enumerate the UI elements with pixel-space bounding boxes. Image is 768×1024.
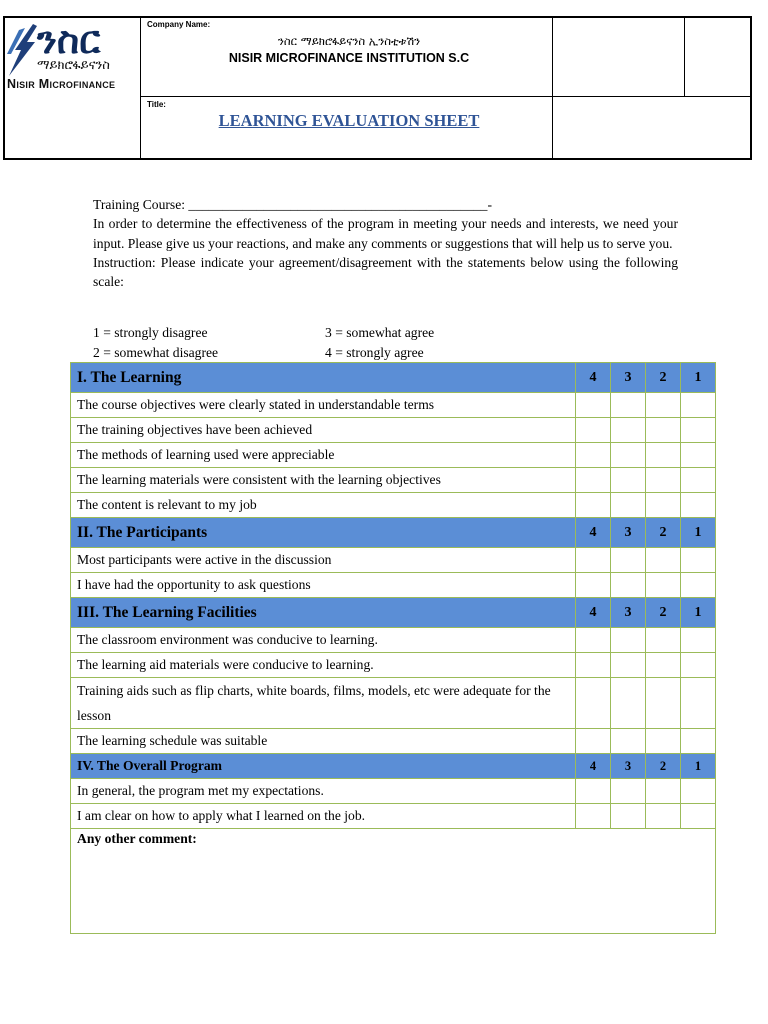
rating-cell-1[interactable]: [681, 493, 716, 518]
section-header: [71, 598, 716, 628]
score-header: 2: [646, 754, 681, 779]
score-header: 2: [646, 363, 681, 393]
rating-cell-2[interactable]: [646, 443, 681, 468]
statement: The course objectives were clearly stated in understandable terms: [71, 393, 576, 418]
section-title: I. The Learning: [71, 363, 576, 393]
statement: Most participants were active in the discussion: [71, 548, 576, 573]
score-header: 2: [646, 598, 681, 628]
statement: Training aids such as flip charts, white boards, films, models, etc were adequate for the lesson: [71, 678, 576, 729]
rating-cell-2[interactable]: [646, 393, 681, 418]
rating-cell-1[interactable]: [681, 393, 716, 418]
rating-cell-4[interactable]: [576, 418, 611, 443]
rating-cell-3[interactable]: [611, 493, 646, 518]
table-row: [71, 418, 716, 443]
logo-english: Nisir Microfinance: [7, 77, 116, 91]
rating-cell-1[interactable]: [681, 653, 716, 678]
title-label: Title:: [147, 100, 166, 109]
rating-scale: [93, 323, 434, 363]
statement: The learning aid materials were conducive to learning.: [71, 653, 576, 678]
rating-cell-1[interactable]: [681, 678, 716, 729]
table-row: [71, 779, 716, 804]
rating-cell-1[interactable]: [681, 573, 716, 598]
statement: The learning schedule was suitable: [71, 729, 576, 754]
table-row: [71, 468, 716, 493]
rating-cell-3[interactable]: [611, 729, 646, 754]
rating-cell-4[interactable]: [576, 804, 611, 829]
score-header: 4: [576, 518, 611, 548]
score-header: 4: [576, 754, 611, 779]
section-title: IV. The Overall Program: [71, 754, 576, 779]
company-name-label: Company Name:: [147, 20, 211, 29]
training-course-line: Training Course: ____________________________________________-: [93, 197, 493, 212]
divider: [684, 18, 685, 96]
rating-cell-4[interactable]: [576, 548, 611, 573]
rating-cell-2[interactable]: [646, 779, 681, 804]
table-row: [71, 653, 716, 678]
score-header: 3: [611, 598, 646, 628]
rating-cell-3[interactable]: [611, 678, 646, 729]
rating-cell-2[interactable]: [646, 468, 681, 493]
section-title: III. The Learning Facilities: [71, 598, 576, 628]
intro-paragraph: In order to determine the effectiveness of the program in meeting your needs and interests, we need your input. Please give us your reactions, and make any comments or suggestions that will help us to serve you.: [93, 216, 678, 251]
rating-cell-1[interactable]: [681, 729, 716, 754]
rating-cell-3[interactable]: [611, 548, 646, 573]
instruction-text: Instruction: Please indicate your agreement/disagreement with the statements below using the following scale:: [93, 254, 678, 290]
score-header: 4: [576, 363, 611, 393]
section-header: [71, 754, 716, 779]
section-header: [71, 518, 716, 548]
table-row: [71, 393, 716, 418]
document-header: [3, 16, 752, 160]
rating-cell-3[interactable]: [611, 573, 646, 598]
company-name-english: NISIR MICROFINANCE INSTITUTION S.C: [228, 51, 470, 65]
section-title: II. The Participants: [71, 518, 576, 548]
comment-label: Any other comment:: [77, 831, 197, 846]
rating-cell-1[interactable]: [681, 468, 716, 493]
statement: The methods of learning used were appreciable: [71, 443, 576, 468]
comment-row: [71, 829, 716, 934]
table-row: [71, 493, 716, 518]
rating-cell-2[interactable]: [646, 548, 681, 573]
statement: The classroom environment was conducive to learning.: [71, 628, 576, 653]
rating-cell-4[interactable]: [576, 493, 611, 518]
wing-icon: [5, 20, 39, 80]
company-name-amharic: ንስር ማይክሮፋይናንስ ኢንስቲቱሽን: [277, 34, 421, 48]
rating-cell-4[interactable]: [576, 779, 611, 804]
score-header: 1: [681, 518, 716, 548]
section-header: [71, 363, 716, 393]
rating-cell-3[interactable]: [611, 653, 646, 678]
statement: The training objectives have been achieved: [71, 418, 576, 443]
scale-item: 4 = strongly agree: [325, 345, 424, 360]
rating-cell-4[interactable]: [576, 729, 611, 754]
table-row: [71, 628, 716, 653]
rating-cell-3[interactable]: [611, 418, 646, 443]
rating-cell-4[interactable]: [576, 628, 611, 653]
divider: [140, 96, 750, 97]
logo-amharic-big: ንስር: [37, 18, 101, 62]
rating-cell-3[interactable]: [611, 628, 646, 653]
rating-cell-3[interactable]: [611, 443, 646, 468]
table-row: [71, 548, 716, 573]
scale-item: 1 = strongly disagree: [93, 325, 208, 340]
rating-cell-2[interactable]: [646, 418, 681, 443]
score-header: 2: [646, 518, 681, 548]
intro-section: [93, 195, 678, 291]
rating-cell-1[interactable]: [681, 804, 716, 829]
scale-item: 3 = somewhat agree: [325, 325, 435, 340]
statement: The learning materials were consistent with the learning objectives: [71, 468, 576, 493]
evaluation-table: [70, 362, 716, 934]
score-header: 4: [576, 598, 611, 628]
score-header: 3: [611, 363, 646, 393]
score-header: 1: [681, 754, 716, 779]
statement: I am clear on how to apply what I learned on the job.: [71, 804, 576, 829]
rating-cell-4[interactable]: [576, 678, 611, 729]
rating-cell-4[interactable]: [576, 573, 611, 598]
rating-cell-3[interactable]: [611, 779, 646, 804]
comment-box[interactable]: [71, 829, 716, 934]
logo-amharic-small: ማይክሮፋይናንስ: [37, 58, 110, 73]
table-row: [71, 443, 716, 468]
rating-cell-3[interactable]: [611, 468, 646, 493]
score-header: 1: [681, 363, 716, 393]
rating-cell-1[interactable]: [681, 779, 716, 804]
document-title: LEARNING EVALUATION SHEET: [218, 111, 480, 130]
rating-cell-2[interactable]: [646, 653, 681, 678]
rating-cell-3[interactable]: [611, 804, 646, 829]
rating-cell-3[interactable]: [611, 393, 646, 418]
rating-cell-4[interactable]: [576, 468, 611, 493]
table-row: [71, 729, 716, 754]
rating-cell-2[interactable]: [646, 628, 681, 653]
rating-cell-4[interactable]: [576, 393, 611, 418]
score-header: 3: [611, 754, 646, 779]
rating-cell-2[interactable]: [646, 729, 681, 754]
score-header: 1: [681, 598, 716, 628]
rating-cell-2[interactable]: [646, 678, 681, 729]
rating-cell-1[interactable]: [681, 443, 716, 468]
table-row: [71, 678, 716, 729]
rating-cell-2[interactable]: [646, 493, 681, 518]
rating-cell-2[interactable]: [646, 573, 681, 598]
table-row: [71, 804, 716, 829]
rating-cell-2[interactable]: [646, 804, 681, 829]
rating-cell-4[interactable]: [576, 443, 611, 468]
rating-cell-4[interactable]: [576, 653, 611, 678]
table-row: [71, 573, 716, 598]
statement: The content is relevant to my job: [71, 493, 576, 518]
score-header: 3: [611, 518, 646, 548]
rating-cell-1[interactable]: [681, 548, 716, 573]
statement: In general, the program met my expectations.: [71, 779, 576, 804]
rating-cell-1[interactable]: [681, 628, 716, 653]
statement: I have had the opportunity to ask questions: [71, 573, 576, 598]
scale-item: 2 = somewhat disagree: [93, 345, 219, 360]
rating-cell-1[interactable]: [681, 418, 716, 443]
company-logo: [5, 18, 140, 160]
